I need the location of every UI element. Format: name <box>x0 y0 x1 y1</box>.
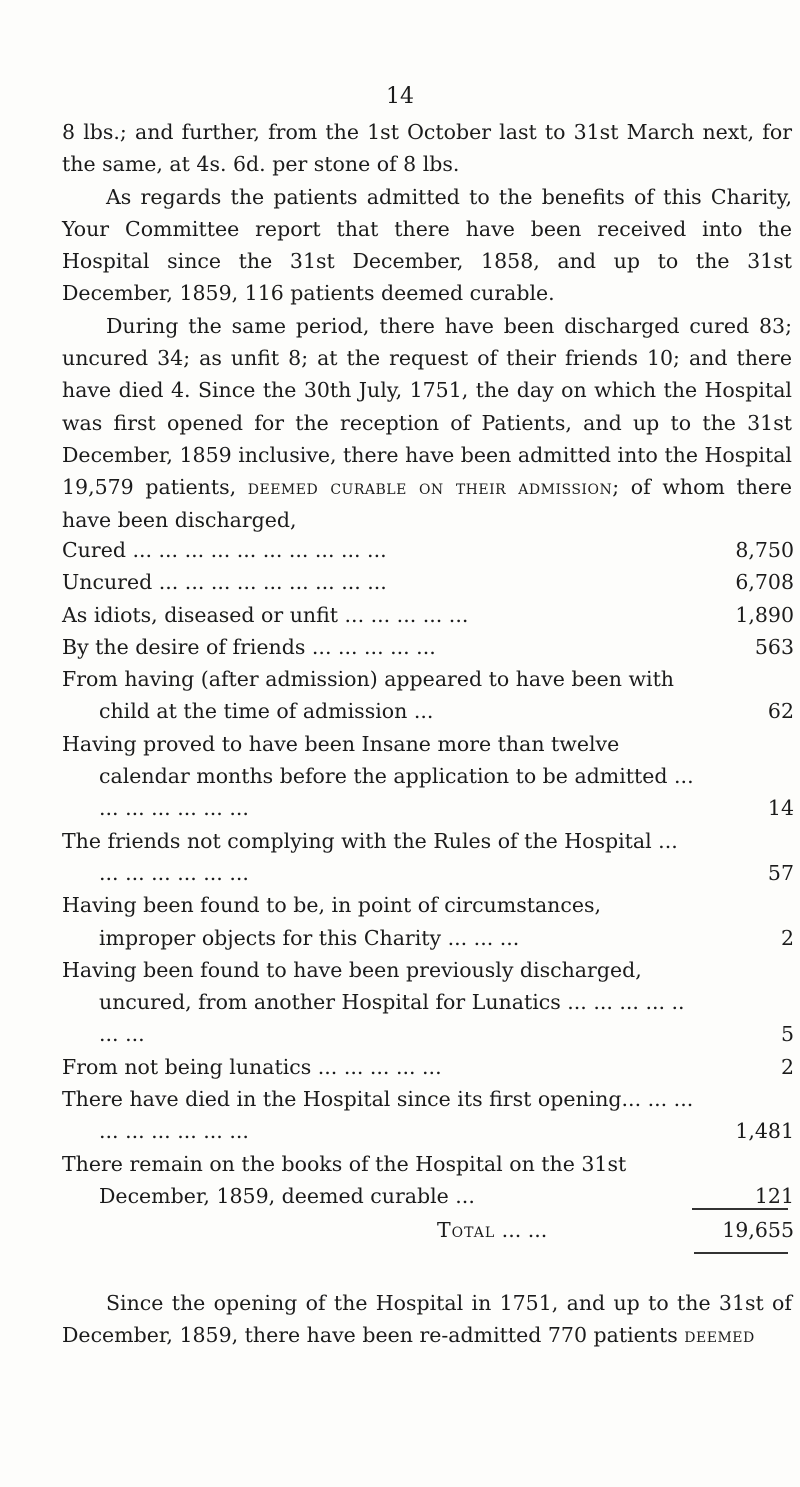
table-row <box>62 954 794 1051</box>
row-label: Uncured ... ... ... ... ... ... ... ... ... <box>62 570 387 595</box>
discharge-table <box>62 534 794 1212</box>
table-row <box>62 1051 794 1083</box>
row-value: 2 <box>780 1054 794 1079</box>
row-value: 1,481 <box>735 1119 794 1144</box>
row-label: As idiots, diseased or unfit ... ... ... ... ... <box>62 602 469 627</box>
closing-text <box>62 1287 792 1352</box>
total-dots: ... ... <box>501 1218 548 1242</box>
sum-rule-bottom <box>694 1252 788 1254</box>
sum-rule-top <box>692 1208 788 1210</box>
total-value: 19,655 <box>722 1218 794 1242</box>
row-label: Having been found to be, in point of circumstances, improper objects for this Charity ... ... ... <box>62 893 602 950</box>
table-row <box>62 599 794 631</box>
paragraph-2: As regards the patients admitted to the benefits of this Charity, Your Committee report that there have been received into the Hospital since the 31st December, 1858, and up to the 31st December, 1859, 116 patients deemed curable. <box>62 184 792 306</box>
table-row <box>62 825 794 890</box>
total-label: Total <box>437 1218 496 1242</box>
table-row <box>62 728 794 825</box>
row-value: 62 <box>767 699 794 724</box>
row-label: By the desire of friends ... ... ... ... ... <box>62 634 436 659</box>
row-value: 57 <box>767 860 794 885</box>
closing-paragraph <box>62 1287 792 1352</box>
row-label: Having been found to have been previously discharged, uncured, from another Hospital for Lunatics ... ... ... ... .. ... ... <box>62 957 685 1047</box>
paragraph-3-smallcaps: deemed curable on their admission <box>247 475 613 500</box>
row-value: 121 <box>754 1183 794 1208</box>
closing-body: Since the opening of the Hospital in 1751, and up to the 31st of December, 1859, there have been re-admitted 770 patients <box>62 1291 792 1348</box>
row-value: 1,890 <box>735 602 794 627</box>
total-label-group <box>437 1214 547 1246</box>
body-text <box>62 116 792 536</box>
row-value: 2 <box>780 925 794 950</box>
row-value: 8,750 <box>735 538 794 562</box>
closing-smallcaps: deemed <box>684 1323 755 1348</box>
total-row <box>62 1214 794 1246</box>
row-label: The friends not complying with the Rules of the Hospital ... ... ... ... ... ... ... <box>62 828 678 885</box>
row-label: Cured ... ... ... ... ... ... ... ... ... ... <box>62 538 387 562</box>
row-label: There remain on the books of the Hospital on the 31st December, 1859, deemed curable ... <box>62 1151 627 1208</box>
table-row <box>62 534 794 566</box>
row-label: From not being lunatics ... ... ... ... ... <box>62 1054 442 1079</box>
row-label: There have died in the Hospital since its first opening... ... ... ... ... ... ... ... ... <box>62 1087 694 1144</box>
row-value: 563 <box>754 634 794 659</box>
table-row <box>62 889 794 954</box>
row-label: From having (after admission) appeared to have been with child at the time of admission ... <box>62 667 675 724</box>
row-value: 5 <box>780 1022 794 1047</box>
table-row <box>62 631 794 663</box>
table-row <box>62 1148 794 1213</box>
page-number: 14 <box>386 84 414 109</box>
table-row <box>62 663 794 728</box>
row-value: 6,708 <box>735 570 794 595</box>
table-row <box>62 1083 794 1148</box>
paragraph-3-text: During the same period, there have been discharged cured 83; uncured 34; as unfit 8; at the request of their friends 10; and there have died 4. Since the 30th July, 1751, the day on which the Hospital was first opened for the reception of Patients, and up to the 31st December, 1859 inclusive, there have been admitted into the Hospital 19,579 patients, <box>62 313 792 500</box>
paragraph-3 <box>62 310 792 536</box>
table-row <box>62 566 794 598</box>
row-label: Having proved to have been Insane more than twelve calendar months before the application to be admitted ... ... ... ... ... ... ... <box>62 731 694 821</box>
paragraph-1: 8 lbs.; and further, from the 1st October last to 31st March next, for the same, at 4s. 6d. per stone of 8 lbs. <box>62 120 792 177</box>
paragraph-3-tail: ; of whom there have been discharged, <box>62 475 792 532</box>
row-value: 14 <box>767 796 794 821</box>
